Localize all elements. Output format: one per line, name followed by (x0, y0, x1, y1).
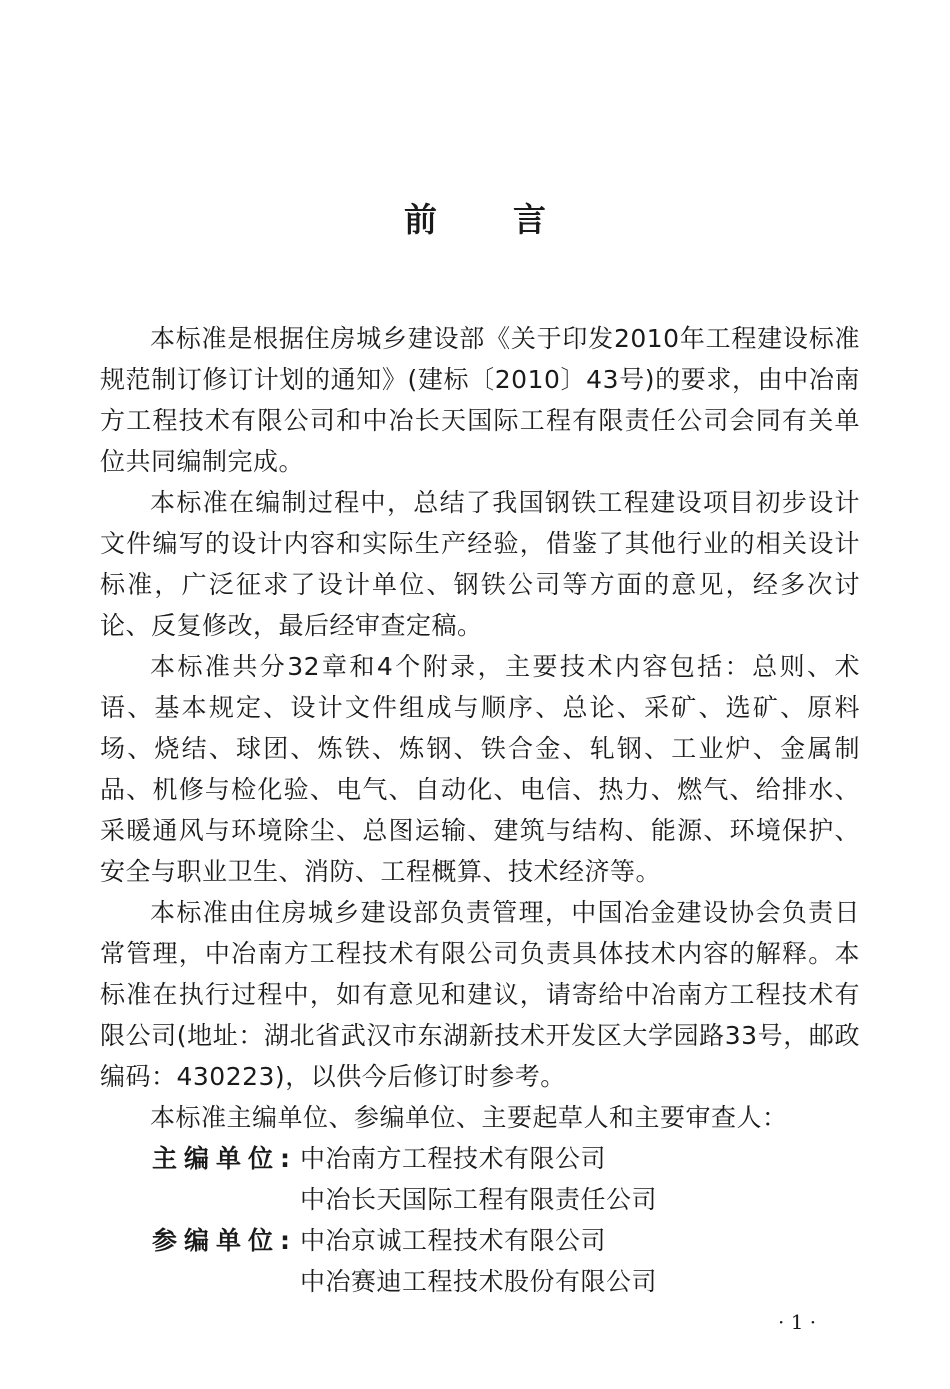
participating-unit-row (100, 1261, 860, 1302)
unit-label-spacer (100, 1261, 300, 1302)
paragraph-contents: 本标准共分32章和4个附录，主要技术内容包括：总则、术语、基本规定、设计文件组成与顺序、总论、采矿、选矿、原料场、烧结、球团、炼铁、炼钢、铁合金、轧钢、工业炉、金属制品、机修与检化验、电气、自动化、电信、热力、燃气、给排水、采暖通风与环境除尘、总图运输、建筑与结构、能源、环境保护、安全与职业卫生、消防、工程概算、技术经济等。 (100, 652, 860, 886)
paragraph-process: 本标准在编制过程中，总结了我国钢铁工程建设项目初步设计文件编写的设计内容和实际生产经验，借鉴了其他行业的相关设计标准，广泛征求了设计单位、钢铁公司等方面的意见，经多次讨论、反复修改，最后经审查定稿。 (100, 488, 860, 640)
participating-unit-name: 中冶京诚工程技术有限公司 (300, 1226, 607, 1255)
page-title: 前言 (404, 200, 622, 239)
preface-body (100, 318, 860, 1302)
unit-label-spacer (100, 1179, 300, 1220)
chief-unit-row (100, 1179, 860, 1220)
paragraph-origin: 本标准是根据住房城乡建设部《关于印发2010年工程建设标准规范制订修订计划的通知》(建标〔2010〕43号)的要求，由中冶南方工程技术有限公司和中冶长天国际工程有限责任公司会同有关单位共同编制完成。 (100, 324, 860, 476)
chief-unit-row (100, 1138, 860, 1179)
chief-unit-name: 中冶南方工程技术有限公司 (300, 1144, 607, 1173)
participating-unit-row (100, 1220, 860, 1261)
chief-unit-label: 主编单位: (152, 1144, 297, 1173)
units-list (100, 1138, 860, 1302)
page-number: · 1 · (778, 1310, 817, 1334)
participating-unit-name: 中冶赛迪工程技术股份有限公司 (300, 1267, 658, 1296)
participating-unit-label: 参编单位: (152, 1226, 297, 1255)
chief-unit-name: 中冶长天国际工程有限责任公司 (300, 1185, 658, 1214)
paragraph-units-intro: 本标准主编单位、参编单位、主要起草人和主要审查人： (150, 1103, 788, 1132)
paragraph-management: 本标准由住房城乡建设部负责管理，中国冶金建设协会负责日常管理，中冶南方工程技术有限公司负责具体技术内容的解释。本标准在执行过程中，如有意见和建议，请寄给中冶南方工程技术有限公司(地址：湖北省武汉市东湖新技术开发区大学园路33号，邮政编码：430223)，以供今后修订时参考。 (100, 898, 860, 1091)
